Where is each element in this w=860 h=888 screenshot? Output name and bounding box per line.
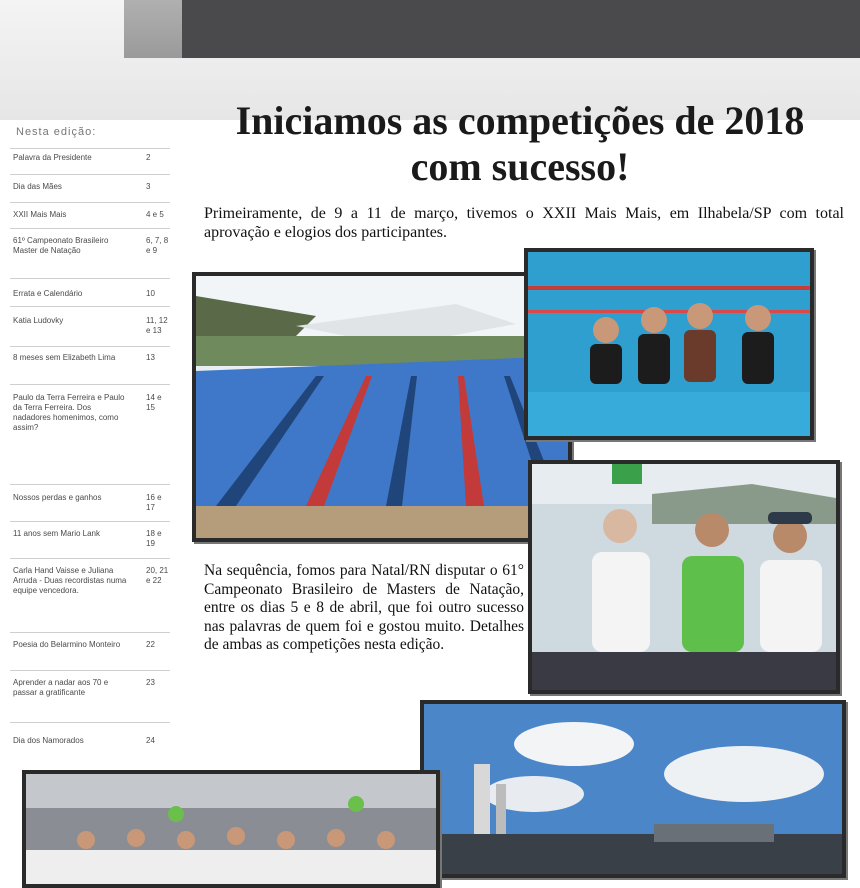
article-paragraph-intro: Primeiramente, de 9 a 11 de março, tivemos o XXII Mais Mais, em Ilhabela/SP com total aprovação e elogios dos participantes. — [204, 205, 844, 241]
photo-venue-sky — [420, 700, 846, 878]
toc-item-title: Dia dos Namorados — [13, 736, 84, 745]
photo-outdoor-pool — [192, 272, 572, 542]
toc-divider — [10, 384, 170, 385]
toc-divider — [10, 228, 170, 229]
toc-divider — [10, 306, 170, 307]
toc-item-page: 13 — [146, 353, 155, 362]
toc-item-page: 10 — [146, 289, 155, 298]
toc-item-title: Palavra da Presidente — [13, 153, 92, 162]
toc-item-page: 18 e 19 — [146, 529, 162, 548]
toc-divider — [10, 521, 170, 522]
article-headline: Iniciamos as competições de 2018 com sucesso! — [235, 98, 805, 189]
header-accent-block — [124, 0, 182, 58]
toc-divider — [10, 278, 170, 279]
header-bar — [182, 0, 860, 58]
toc-item-page: 11, 12 e 13 — [146, 316, 168, 335]
toc-divider — [10, 484, 170, 485]
toc-item-page: 3 — [146, 182, 151, 191]
toc-item-page: 2 — [146, 153, 151, 162]
toc-item-page: 20, 21 e 22 — [146, 566, 169, 585]
photo-women-on-boat — [528, 460, 840, 694]
toc-item-page: 23 — [146, 678, 155, 687]
photo-group-of-swimmers — [22, 770, 440, 888]
toc-divider — [10, 632, 170, 633]
toc-item-title: Errata e Calendário — [13, 289, 83, 298]
toc-divider — [10, 558, 170, 559]
toc-item-title: Katia Ludovky — [13, 316, 64, 325]
toc-divider — [10, 148, 170, 149]
toc-title: Nesta edição: — [16, 126, 97, 138]
toc-divider — [10, 670, 170, 671]
article-paragraph-sequence: Na sequência, fomos para Natal/RN disputar o 61° Campeonato Brasileiro de Masters de Natação, entre os dias 5 e 8 de abril, que foi outro sucesso nas palavras de quem foi e gostou muito. Detalhes de ambas as competições nesta edição. — [204, 562, 524, 653]
toc-divider — [10, 722, 170, 723]
toc-item-title: Dia das Mães — [13, 182, 62, 191]
toc-item-page: 6, 7, 8 e 9 — [146, 236, 169, 255]
toc-item-page: 24 — [146, 736, 155, 745]
toc-divider — [10, 174, 170, 175]
toc-divider — [10, 202, 170, 203]
toc-item-title: Poesia do Belarmino Monteiro — [13, 640, 121, 649]
toc-item-page: 14 e 15 — [146, 393, 162, 412]
toc-item-title: Nossos perdas e ganhos — [13, 493, 102, 502]
toc-divider — [10, 346, 170, 347]
toc-item-title: Paulo da Terra Ferreira e Paulo da Terra Ferreira. Dos nadadores homenimos, como assim? — [13, 393, 125, 432]
toc-item-title: Aprender a nadar aos 70 e passar a gratificante — [13, 678, 109, 697]
toc-item-title: 61º Campeonato Brasileiro Master de Natação — [13, 236, 109, 255]
toc-item-page: 22 — [146, 640, 155, 649]
toc-item-page: 4 e 5 — [146, 210, 164, 219]
photo-swimmers-in-pool — [524, 248, 814, 440]
toc-item-title: 11 anos sem Mario Lank — [13, 529, 101, 538]
toc-item-title: XXII Mais Mais — [13, 210, 67, 219]
toc-item-page: 16 e 17 — [146, 493, 162, 512]
toc-item-title: 8 meses sem Elizabeth Lima — [13, 353, 116, 362]
toc-item-title: Carla Hand Vaisse e Juliana Arruda - Duas recordistas numa equipe vencedora. — [13, 566, 127, 595]
